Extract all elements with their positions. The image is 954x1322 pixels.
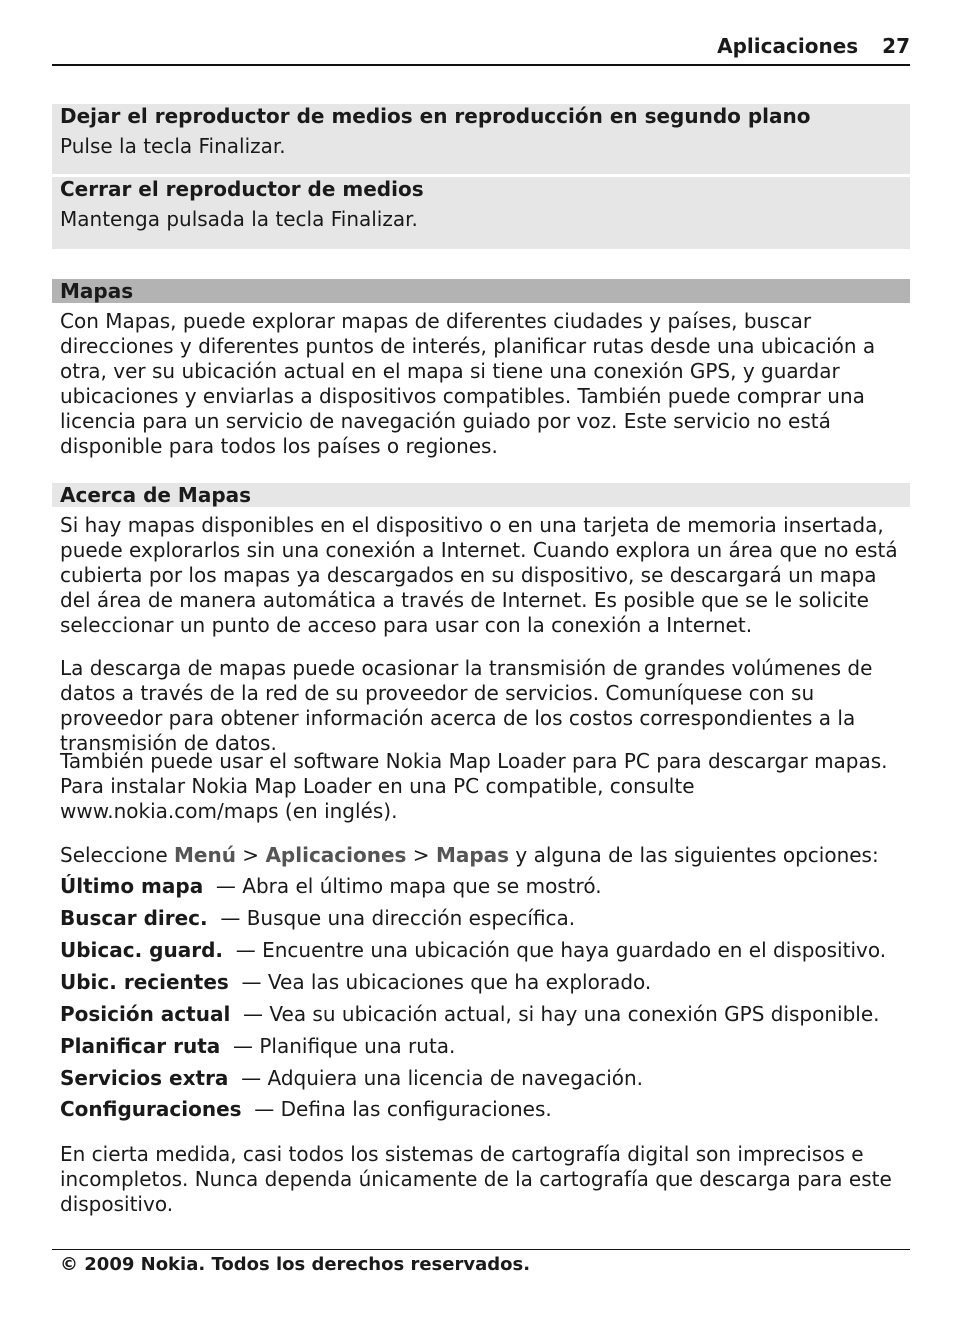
nav-menu: Menú (174, 843, 236, 867)
option-label: Ubic. recientes (60, 970, 229, 994)
option-label: Configuraciones (60, 1097, 242, 1121)
option-desc: — Defina las configuraciones. (254, 1097, 552, 1121)
option-desc: — Planifique una ruta. (232, 1034, 456, 1058)
option-label: Buscar direc. (60, 906, 208, 930)
option-label: Planificar ruta (60, 1034, 221, 1058)
option-item (60, 1097, 910, 1122)
table-row-heading: Cerrar el reproductor de medios (60, 177, 424, 201)
copyright-text: © 2009 Nokia. Todos los derechos reservados. (60, 1254, 531, 1275)
mapas-intro-paragraph: Con Mapas, puede explorar mapas de diferentes ciudades y países, buscar direcciones y diferentes puntos de interés, planificar rutas desde una ubicación a otra, ver su ubicación actual en el mapa si tiene una conexión GPS, y guardar ubicaciones y enviarlas a dispositivos compatibles. También puede comprar una licencia para un servicio de navegación guiado por voz. Este servicio no está disponible para todos los países o regiones. (60, 309, 876, 458)
nav-maps: Mapas (435, 843, 510, 867)
acerca-paragraph-2: La descarga de mapas puede ocasionar la transmisión de grandes volúmenes de datos a través de la red de su proveedor de servicios. Comuníquese con su proveedor para obtener información acerca de los costos correspondientes a la transmisión de datos. (60, 656, 873, 755)
table-row (52, 104, 910, 177)
section-title-acerca: Acerca de Mapas (52, 483, 910, 507)
option-item (60, 938, 910, 963)
option-item (60, 1034, 910, 1059)
option-item (60, 1066, 910, 1091)
acerca-paragraph-3: También puede usar el software Nokia Map Loader para PC para descargar mapas. Para instalar Nokia Map Loader en una PC compatible, consulte www.nokia.com/maps (en inglés). (60, 749, 888, 823)
option-item (60, 970, 910, 995)
option-desc: — Adquiera una licencia de navegación. (241, 1066, 644, 1090)
option-desc: — Vea las ubicaciones que ha explorado. (241, 970, 652, 994)
option-label: Ubicac. guard. (60, 938, 224, 962)
table-row-heading: Dejar el reproductor de medios en reproducción en segundo plano (60, 104, 811, 128)
option-desc: — Vea su ubicación actual, si hay una conexión GPS disponible. (243, 1002, 880, 1026)
nav-separator: > (235, 843, 266, 867)
option-label: Servicios extra (60, 1066, 229, 1090)
nav-prefix: Seleccione (60, 843, 168, 867)
option-desc: — Busque una dirección específica. (220, 906, 576, 930)
acerca-paragraph-1: Si hay mapas disponibles en el dispositivo o en una tarjeta de memoria insertada, puede explorarlos sin una conexión a Internet. Cuando explora un área que no está cubierta por los mapas ya descargados en su dispositivo, se descargará un mapa del área de manera automática a través de Internet. Es posible que se le solicite seleccionar un punto de acceso para usar con la conexión a Internet. (60, 513, 898, 637)
page-footer (52, 1249, 910, 1277)
table-row (52, 177, 910, 249)
menu-path-instruction (60, 843, 910, 868)
media-player-table (52, 104, 910, 249)
nav-apps: Aplicaciones (265, 843, 407, 867)
acerca-paragraph-4: En cierta medida, casi todos los sistemas de cartografía digital son imprecisos e incompletos. Nunca dependa únicamente de la cartografía que descarga para este dispositivo. (60, 1142, 892, 1216)
page-number: 27 (882, 34, 910, 58)
option-label: Posición actual (60, 1002, 231, 1026)
table-row-text: Mantenga pulsada la tecla Finalizar. (60, 207, 418, 231)
section-title-mapas: Mapas (52, 279, 910, 303)
option-desc: — Encuentre una ubicación que haya guardado en el dispositivo. (235, 938, 887, 962)
header-section-title: Aplicaciones (717, 34, 859, 58)
option-item (60, 906, 910, 931)
option-item (60, 1002, 910, 1027)
table-row-text: Pulse la tecla Finalizar. (60, 134, 286, 158)
nav-separator: > (406, 843, 436, 867)
page-header (52, 34, 910, 66)
nav-suffix: y alguna de las siguientes opciones: (515, 843, 879, 867)
option-item (60, 874, 910, 899)
option-label: Último mapa (60, 874, 204, 898)
option-desc: — Abra el último mapa que se mostró. (215, 874, 602, 898)
